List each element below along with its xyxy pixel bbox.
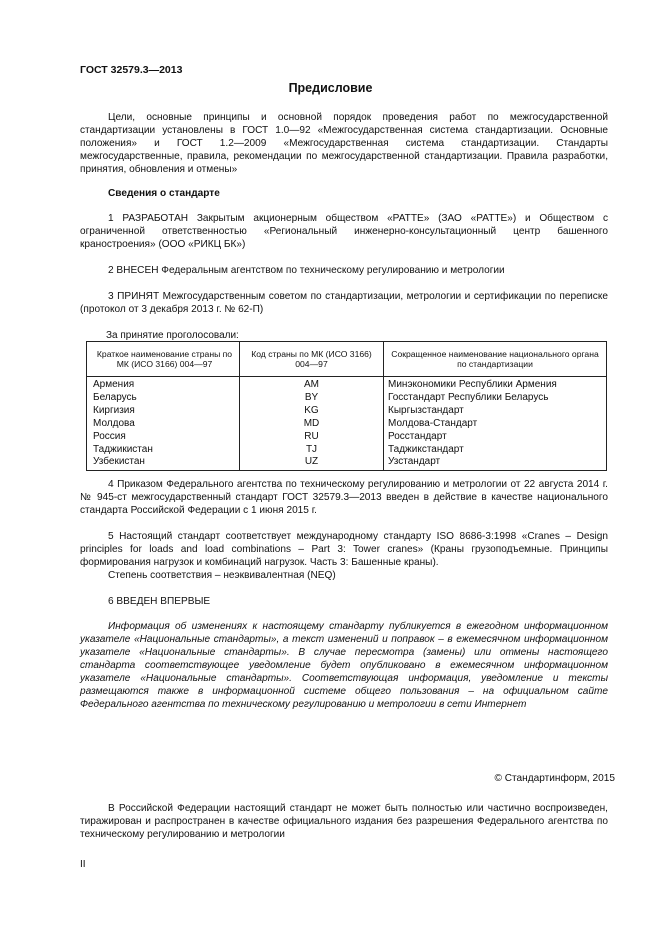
cell-country: Таджикистан [87, 444, 240, 457]
table-row [87, 377, 607, 392]
col-header-country: Краткое наименование страны по МК (ИСО 3166) 004—97 [87, 342, 240, 377]
table-row [87, 405, 607, 418]
reproduction-notice [80, 802, 608, 841]
cell-code: MD [240, 418, 384, 431]
cell-body: Таджикстандарт [384, 444, 607, 457]
table-row [87, 456, 607, 470]
table-header-row [87, 342, 607, 377]
info-note [80, 620, 608, 711]
vote-caption: За принятие проголосовали: [106, 330, 239, 341]
vote-table [86, 341, 607, 471]
page-title: Предисловие [288, 81, 373, 95]
item-1 [80, 212, 608, 251]
page-number: II [80, 859, 86, 870]
copyright: © Стандартинформ, 2015 [494, 773, 615, 784]
item-3 [80, 290, 608, 316]
table-row [87, 444, 607, 457]
col-header-body: Сокращенное наименование национального органа по стандартизации [384, 342, 607, 377]
intro-paragraph [80, 111, 608, 176]
info-note-text: Информация об изменениях к настоящему стандарту публикуется в ежегодном информационном указателе «Национальные стандарты», а текст изменений и поправок – в ежемесячном информационном указателе «Национальные стандарты». В случае пересмотра (замены) или отмены настоящего стандарта соответствующее уведомление будет опубликовано в ежемесячном информационном указателе «Национальные стандарты». Соответствующая информация, уведомление и тексты размещаются также в информационной системе общего пользования – на официальном сайте Федерального агентства по техническому регулированию и метрологии в сети Интернет [80, 621, 608, 710]
cell-code: AM [240, 377, 384, 392]
table-row [87, 431, 607, 444]
cell-body: Госстандарт Республики Беларусь [384, 392, 607, 405]
section-heading [80, 187, 608, 200]
cell-country: Россия [87, 431, 240, 444]
table-row [87, 418, 607, 431]
cell-body: Кыргызстандарт [384, 405, 607, 418]
cell-country: Молдова [87, 418, 240, 431]
section-heading-text: Сведения о стандарте [108, 188, 220, 199]
cell-body: Узстандарт [384, 456, 607, 470]
cell-code: UZ [240, 456, 384, 470]
table-row [87, 392, 607, 405]
item-2-text: 2 ВНЕСЕН Федеральным агентством по техническому регулированию и метрологии [108, 265, 505, 276]
cell-code: RU [240, 431, 384, 444]
item-6 [80, 595, 608, 608]
item-5 [80, 530, 608, 582]
item-5-text: 5 Настоящий стандарт соответствует международному стандарту ISO 8686-3:1998 «Cranes – Design principles for loads and load combinations – Part 3: Tower cranes» (Краны грузоподъемные. Принципы формирования нагрузок и комбинаций нагрузок. Часть 3: Башенные краны). [80, 531, 608, 568]
item-4-text: 4 Приказом Федерального агентства по техническому регулированию и метрологии от 22 августа 2014 г. № 945-ст межгосударственный стандарт ГОСТ 32579.3—2013 введен в действие в качестве национального стандарта Российской Федерации с 1 июня 2015 г. [80, 479, 608, 516]
item-1-text: 1 РАЗРАБОТАН Закрытым акционерным обществом «РАТТЕ» (ЗАО «РАТТЕ») и Обществом с ограниченной ответственностью «Региональный инженерно-консультационный центр башенного краностроения» (ООО «РИКЦ БК») [80, 213, 608, 250]
item-2 [80, 264, 608, 277]
col-header-code: Код страны по МК (ИСО 3166) 004—97 [240, 342, 384, 377]
intro-text: Цели, основные принципы и основной порядок проведения работ по межгосударственной стандартизации установлены в ГОСТ 1.0—92 «Межгосударственная система стандартизации. Основные положения» и ГОСТ 1.2—2009 «Межгосударственная система стандартизации. Стандарты межгосударственные, правила, рекомендации по межгосударственной стандартизации. Правила разработки, принятия, обновления и отмены» [80, 112, 608, 175]
cell-body: Минэкономики Республики Армения [384, 377, 607, 392]
reproduction-notice-text: В Российской Федерации настоящий стандарт не может быть полностью или частично воспроизведен, тиражирован и распространен в качестве официального издания без разрешения Федерального агентства по техническому регулированию и метрологии [80, 803, 608, 840]
cell-code: TJ [240, 444, 384, 457]
item-5-degree: Степень соответствия – неэквивалентная (NEQ) [108, 570, 336, 581]
cell-country: Беларусь [87, 392, 240, 405]
cell-code: BY [240, 392, 384, 405]
cell-country: Армения [87, 377, 240, 392]
item-4 [80, 478, 608, 517]
cell-country: Киргизия [87, 405, 240, 418]
cell-body: Росстандарт [384, 431, 607, 444]
cell-country: Узбекистан [87, 456, 240, 470]
document-code: ГОСТ 32579.3—2013 [80, 64, 183, 76]
item-3-text: 3 ПРИНЯТ Межгосударственным советом по стандартизации, метрологии и сертификации по переписке (протокол от 3 декабря 2013 г. № 62-П) [80, 291, 608, 315]
item-6-text: 6 ВВЕДЕН ВПЕРВЫЕ [108, 596, 211, 607]
cell-code: KG [240, 405, 384, 418]
cell-body: Молдова-Стандарт [384, 418, 607, 431]
